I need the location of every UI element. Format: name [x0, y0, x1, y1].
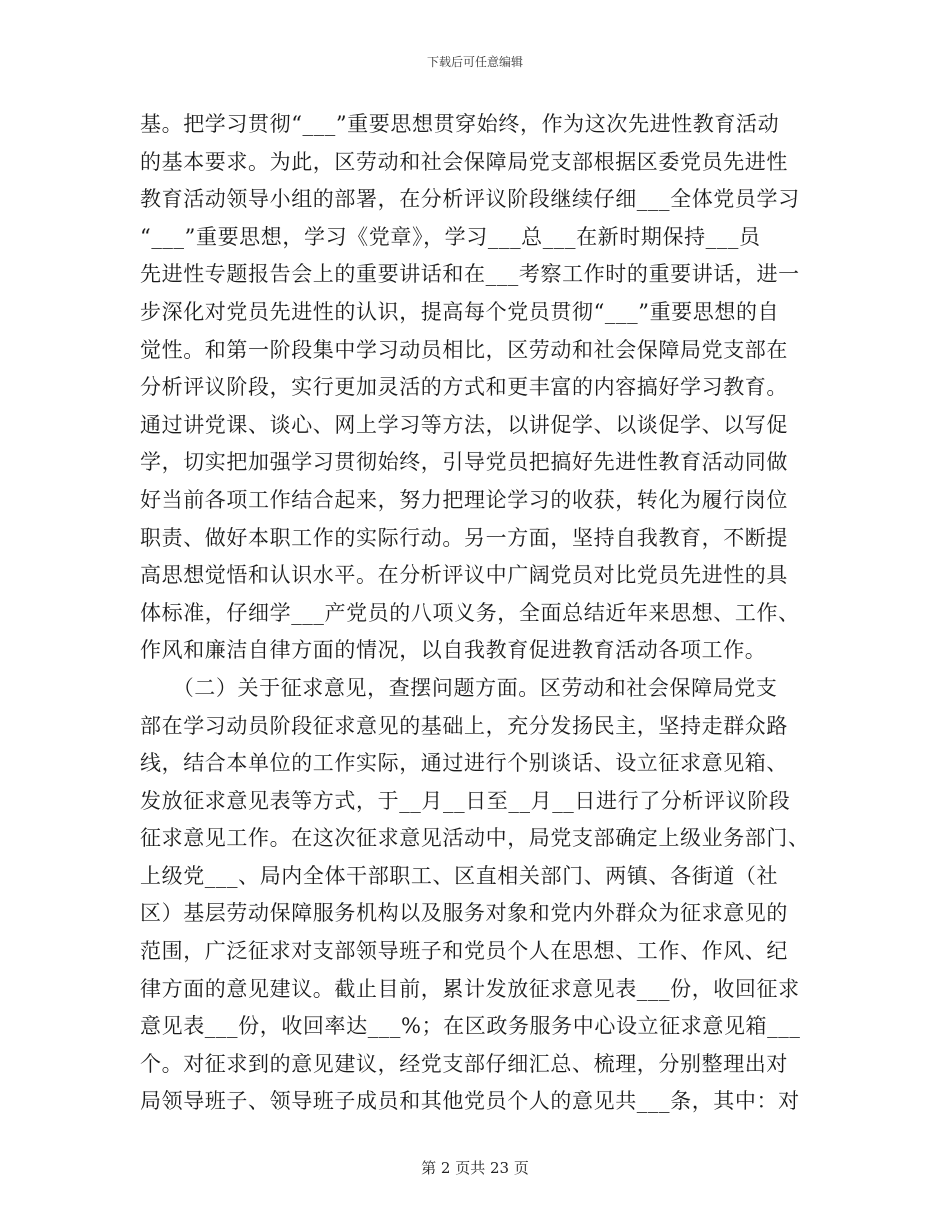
body-line: 范围，广泛征求对支部领导班子和党员个人在思想、工作、作风、纪: [140, 939, 788, 964]
page-number: 第 2 页共 23 页: [421, 1159, 529, 1177]
body-line: 发放征求意见表等方式，于__月__日至__月__日进行了分析评议阶段: [140, 788, 791, 813]
body-line: 先进性专题报告会上的重要讲话和在___考察工作时的重要讲话，进一: [140, 262, 800, 287]
body-line: 作风和廉洁自律方面的情况，以自我教育促进教育活动各项工作。: [140, 638, 767, 663]
body-line: 部在学习动员阶段征求意见的基础上，充分发扬民主，坚持走群众路: [140, 713, 788, 738]
body-line: 学，切实把加强学习贯彻始终，引导党员把搞好先进性教育活动同做: [140, 450, 788, 475]
body-line: 线，结合本单位的工作实际，通过进行个别谈话、设立征求意见箱、: [140, 751, 788, 776]
body-line: 通过讲党课、谈心、网上学习等方法，以讲促学、以谈促学、以写促: [140, 412, 788, 437]
body-line: 意见表___份，收回率达___%；在区政务服务中心设立征求意见箱___: [140, 1014, 801, 1039]
body-line: 步深化对党员先进性的认识，提高每个党员贯彻“___”重要思想的自: [140, 299, 780, 324]
body-line: 个。对征求到的意见建议，经党支部仔细汇总、梳理，分别整理出对: [140, 1051, 788, 1076]
body-line: 职责、做好本职工作的实际行动。另一方面，坚持自我教育，不断提: [140, 525, 788, 550]
section-heading-line: （二）关于征求意见，查摆问题方面。区劳动和社会保障局党支: [140, 675, 778, 700]
body-line: 的基本要求。为此，区劳动和社会保障局党支部根据区委党员先进性: [140, 149, 788, 174]
body-line: “___”重要思想，学习《党章》，学习___总___在新时期保持___员: [140, 224, 761, 249]
body-line: 好当前各项工作结合起来，努力把理论学习的收获，转化为履行岗位: [140, 487, 788, 512]
page-header-note: 下载后可任意编辑: [426, 55, 523, 69]
body-line: 教育活动领导小组的部署，在分析评议阶段继续仔细___全体党员学习: [140, 187, 800, 212]
body-line: 律方面的意见建议。截止目前，累计发放征求意见表___份，收回征求: [140, 976, 800, 1001]
body-line: 局领导班子、领导班子成员和其他党员个人的意见共___条，其中：对: [140, 1089, 800, 1114]
document-body: [140, 106, 810, 1121]
body-line: 征求意见工作。在这次征求意见活动中，局党支部确定上级业务部门、: [140, 826, 810, 851]
body-line: 体标准，仔细学___产党员的八项义务，全面总结近年来思想、工作、: [140, 600, 800, 625]
body-line: 基。把学习贯彻“___”重要思想贯穿始终，作为这次先进性教育活动: [140, 112, 780, 136]
body-line: 觉性。和第一阶段集中学习动员相比，区劳动和社会保障局党支部在: [140, 337, 788, 362]
body-line: 高思想觉悟和认识水平。在分析评议中广阔党员对比党员先进性的具: [140, 563, 788, 588]
body-line: 上级党___、局内全体干部职工、区直相关部门、两镇、各街道（社: [140, 863, 779, 888]
body-line: 区）基层劳动保障服务机构以及服务对象和党内外群众为征求意见的: [140, 901, 788, 926]
body-line: 分析评议阶段，实行更加灵活的方式和更丰富的内容搞好学习教育。: [140, 375, 788, 400]
